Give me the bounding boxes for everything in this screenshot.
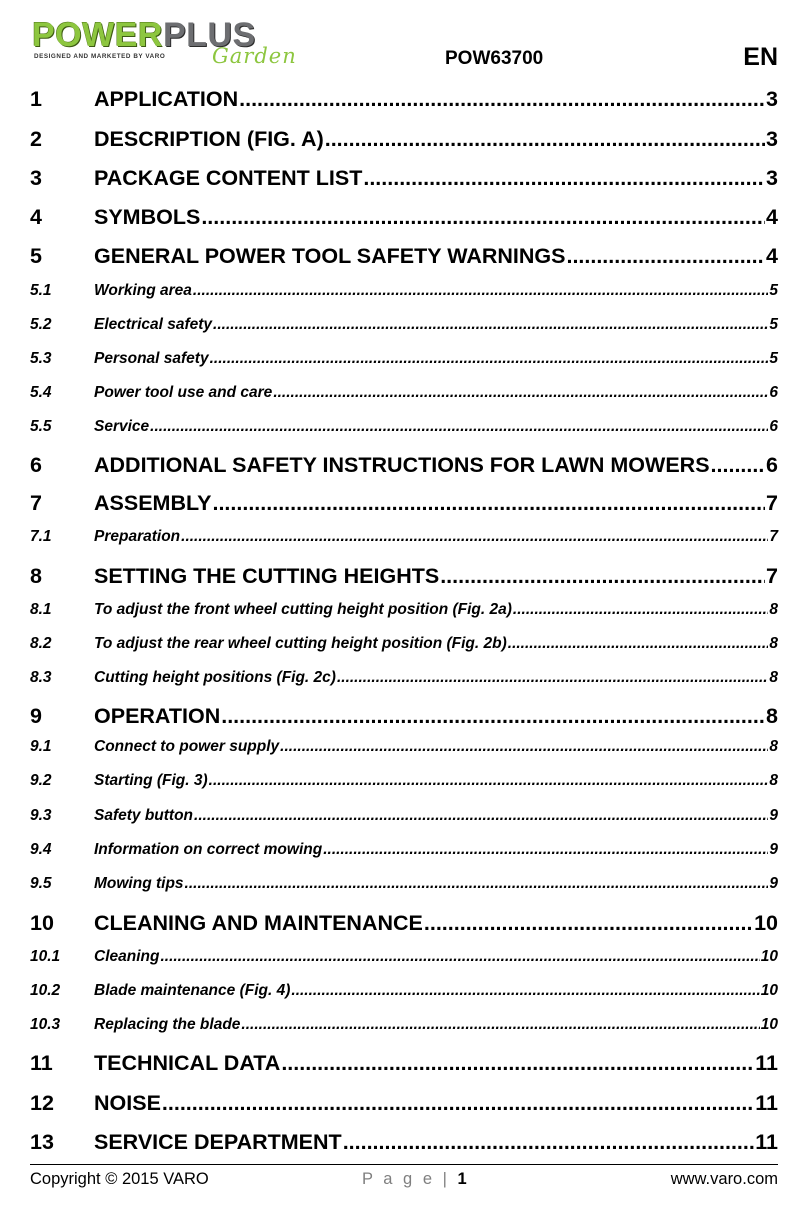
toc-entry-number: 5.2 [30, 316, 52, 333]
toc-entry[interactable] [30, 701, 778, 731]
toc-entry-title: Starting (Fig. 3) [94, 772, 208, 789]
toc-dot-leader [323, 839, 768, 861]
toc-entry-title: GENERAL POWER TOOL SAFETY WARNINGS [94, 244, 566, 268]
toc-entry-title: CLEANING AND MAINTENANCE [94, 911, 423, 935]
toc-entry-page: 6 [769, 418, 778, 435]
toc-entry-title: ADDITIONAL SAFETY INSTRUCTIONS FOR LAWN MOWERS [94, 453, 710, 477]
toc-dot-leader [440, 561, 765, 591]
toc-entry-title: Blade maintenance (Fig. 4) [94, 982, 291, 999]
toc-entry[interactable] [30, 348, 778, 370]
toc-entry-title: APPLICATION [94, 87, 239, 111]
toc-entry-title: ASSEMBLY [94, 491, 212, 515]
toc-entry-page: 4 [766, 205, 778, 229]
toc-entry-number: 9.5 [30, 875, 52, 892]
model-number: POW63700 [445, 48, 544, 69]
toc-entry-page: 7 [766, 564, 778, 588]
toc-dot-leader [241, 1014, 759, 1036]
footer-divider [30, 1164, 778, 1165]
toc-entry[interactable] [30, 450, 778, 480]
toc-entry-number: 9 [30, 704, 42, 728]
toc-dot-leader [513, 599, 768, 621]
toc-entry-title: To adjust the rear wheel cutting height position (Fig. 2b) [94, 635, 507, 652]
toc-entry-number: 7 [30, 491, 42, 515]
toc-entry-title: Power tool use and care [94, 384, 273, 401]
logo-tagline: DESIGNED AND MARKETED BY VARO [34, 53, 166, 60]
toc-entry-number: 8.3 [30, 669, 52, 686]
toc-entry-page: 8 [766, 704, 778, 728]
toc-dot-leader [209, 770, 769, 792]
toc-dot-leader [273, 382, 768, 404]
toc-entry-page: 8 [769, 669, 778, 686]
toc-entry-number: 3 [30, 166, 42, 190]
toc-entry-page: 3 [766, 166, 778, 190]
toc-entry[interactable] [30, 770, 778, 792]
toc-entry-page: 5 [769, 282, 778, 299]
toc-entry-page: 11 [755, 1130, 778, 1154]
toc-entry[interactable] [30, 667, 778, 689]
toc-entry-page: 7 [769, 528, 778, 545]
toc-entry[interactable] [30, 382, 778, 404]
toc-dot-leader [213, 314, 768, 336]
toc-entry-number: 5.3 [30, 350, 52, 367]
toc-entry[interactable] [30, 1048, 778, 1078]
toc-dot-leader [185, 873, 769, 895]
toc-entry-number: 1 [30, 87, 42, 111]
toc-dot-leader [210, 348, 769, 370]
toc-dot-leader [291, 980, 759, 1002]
toc-dot-leader [162, 1088, 754, 1118]
toc-entry[interactable] [30, 1014, 778, 1036]
toc-entry-number: 12 [30, 1091, 54, 1115]
toc-entry[interactable] [30, 633, 778, 655]
logo-power-text: POWER [32, 16, 163, 54]
toc-entry[interactable] [30, 526, 778, 548]
toc-dot-leader [194, 805, 768, 827]
toc-entry-number: 9.3 [30, 807, 52, 824]
toc-entry[interactable] [30, 202, 778, 232]
toc-entry-page: 7 [766, 491, 778, 515]
toc-dot-leader [325, 124, 765, 154]
toc-entry-page: 10 [760, 1016, 778, 1033]
toc-entry-number: 13 [30, 1130, 54, 1154]
toc-dot-leader [343, 1127, 755, 1157]
toc-entry-title: Information on correct mowing [94, 841, 323, 858]
toc-entry-title: TECHNICAL DATA [94, 1051, 281, 1075]
toc-entry-title: To adjust the front wheel cutting height position (Fig. 2a) [94, 601, 512, 618]
toc-dot-leader [566, 241, 765, 271]
toc-entry-page: 11 [755, 1051, 778, 1075]
toc-entry[interactable] [30, 124, 778, 154]
toc-entry[interactable] [30, 84, 778, 114]
toc-entry-page: 9 [769, 875, 778, 892]
toc-entry-title: Replacing the blade [94, 1016, 241, 1033]
toc-entry-title: PACKAGE CONTENT LIST [94, 166, 363, 190]
toc-entry[interactable] [30, 805, 778, 827]
toc-dot-leader [181, 526, 768, 548]
toc-entry[interactable] [30, 416, 778, 438]
toc-entry-page: 3 [766, 87, 778, 111]
toc-entry-page: 6 [766, 453, 778, 477]
toc-entry-page: 6 [769, 384, 778, 401]
toc-entry-number: 8.1 [30, 601, 52, 618]
toc-entry[interactable] [30, 599, 778, 621]
toc-entry-page: 9 [769, 807, 778, 824]
toc-entry-title: SERVICE DEPARTMENT [94, 1130, 342, 1154]
page-header [0, 0, 808, 80]
toc-entry-page: 5 [769, 316, 778, 333]
toc-entry-number: 10.3 [30, 1016, 61, 1033]
toc-entry-page: 8 [769, 601, 778, 618]
toc-entry[interactable] [30, 561, 778, 591]
toc-entry-number: 10.2 [30, 982, 61, 999]
toc-entry-number: 10 [30, 911, 54, 935]
toc-entry-page: 10 [754, 911, 778, 935]
toc-entry-number: 9.4 [30, 841, 52, 858]
logo-plus-text: PLUS [162, 16, 256, 54]
toc-dot-leader [201, 202, 765, 232]
toc-entry[interactable] [30, 1127, 778, 1157]
logo-garden-text: Garden [212, 44, 297, 68]
toc-entry-title: Personal safety [94, 350, 209, 367]
toc-entry-title: DESCRIPTION (FIG. A) [94, 127, 324, 151]
toc-entry-page: 5 [769, 350, 778, 367]
toc-entry-number: 9.1 [30, 738, 52, 755]
toc-entry-title: Connect to power supply [94, 738, 280, 755]
website-link[interactable]: www.varo.com [670, 1170, 778, 1188]
toc-entry-number: 8 [30, 564, 42, 588]
toc-entry-number: 5.5 [30, 418, 52, 435]
page-footer [30, 1170, 778, 1192]
toc-entry-title: Electrical safety [94, 316, 213, 333]
toc-entry[interactable] [30, 1088, 778, 1118]
toc-entry-number: 9.2 [30, 772, 52, 789]
toc-dot-leader [150, 416, 768, 438]
toc-entry-title: OPERATION [94, 704, 221, 728]
toc-entry-page: 11 [755, 1091, 778, 1115]
toc-entry-title: Preparation [94, 528, 181, 545]
toc-entry-title: SYMBOLS [94, 205, 201, 229]
toc-entry-title: Cutting height positions (Fig. 2c) [94, 669, 336, 686]
toc-entry-number: 11 [30, 1051, 53, 1075]
toc-entry-title: Safety button [94, 807, 194, 824]
page-number: 1 [457, 1170, 467, 1188]
toc-entry[interactable] [30, 873, 778, 895]
toc-entry-number: 2 [30, 127, 42, 151]
copyright-text: Copyright © 2015 VARO [30, 1170, 209, 1188]
toc-entry-number: 7.1 [30, 528, 52, 545]
toc-dot-leader [337, 667, 768, 689]
toc-dot-leader [508, 633, 769, 655]
toc-entry-page: 10 [760, 982, 778, 999]
page-indicator [362, 1170, 467, 1189]
toc-dot-leader [424, 908, 753, 938]
toc-entry-page: 8 [769, 772, 778, 789]
toc-entry-title: Cleaning [94, 948, 160, 965]
toc-entry[interactable] [30, 980, 778, 1002]
toc-dot-leader [239, 84, 765, 114]
powerplus-garden-logo [32, 16, 297, 68]
toc-entry-number: 8.2 [30, 635, 52, 652]
toc-entry-number: 5.4 [30, 384, 52, 401]
toc-entry[interactable] [30, 736, 778, 758]
toc-entry-title: Mowing tips [94, 875, 184, 892]
toc-dot-leader [212, 488, 765, 518]
toc-dot-leader [363, 163, 765, 193]
toc-dot-leader [281, 1048, 754, 1078]
toc-entry[interactable] [30, 241, 778, 271]
toc-entry-title: NOISE [94, 1091, 161, 1115]
toc-entry[interactable] [30, 314, 778, 336]
toc-dot-leader [221, 701, 765, 731]
toc-entry[interactable] [30, 280, 778, 302]
toc-entry-number: 5 [30, 244, 42, 268]
toc-entry-number: 6 [30, 453, 42, 477]
toc-entry-page: 8 [769, 635, 778, 652]
toc-entry-title: SETTING THE CUTTING HEIGHTS [94, 564, 440, 588]
toc-entry-title: Service [94, 418, 150, 435]
toc-entry-number: 4 [30, 205, 42, 229]
page-label: P a g e | [362, 1170, 450, 1188]
toc-entry-number: 10.1 [30, 948, 61, 965]
toc-dot-leader [711, 450, 765, 480]
toc-dot-leader [160, 946, 759, 968]
toc-entry[interactable] [30, 488, 778, 518]
toc-entry[interactable] [30, 908, 778, 938]
toc-entry-page: 10 [760, 948, 778, 965]
toc-entry-page: 9 [769, 841, 778, 858]
toc-entry[interactable] [30, 163, 778, 193]
toc-entry[interactable] [30, 839, 778, 861]
toc-entry-number: 5.1 [30, 282, 52, 299]
toc-dot-leader [193, 280, 768, 302]
language-code: EN [743, 43, 778, 71]
toc-entry-page: 3 [766, 127, 778, 151]
toc-entry-page: 8 [769, 738, 778, 755]
toc-dot-leader [280, 736, 768, 758]
toc-entry-page: 4 [766, 244, 778, 268]
toc-entry[interactable] [30, 946, 778, 968]
toc-entry-title: Working area [94, 282, 192, 299]
